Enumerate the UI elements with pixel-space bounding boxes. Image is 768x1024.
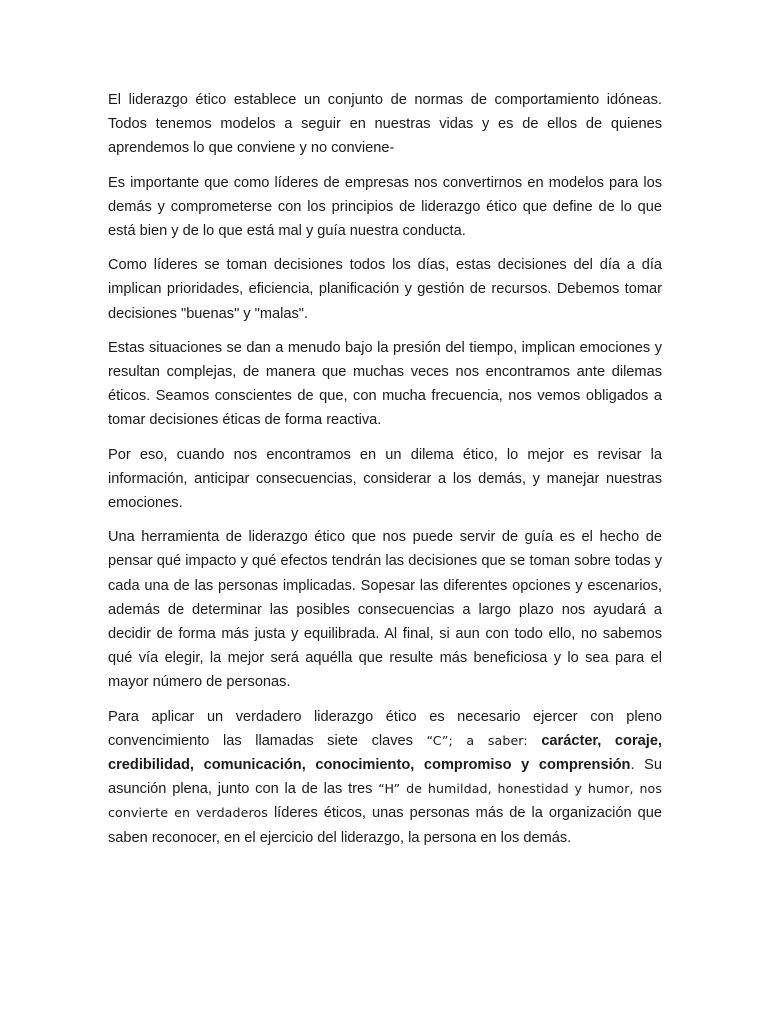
paragraph-4: Estas situaciones se dan a menudo bajo la presión del tiempo, implican emociones y resultan complejas, de manera que muchas veces nos encontramos ante dilemas éticos. Seamos conscientes de que, con mucha frecuencia, nos vemos obligados a tomar decisiones éticas de forma reactiva. <box>108 339 662 429</box>
paragraph-7-h-keys: “H” de humildad, honestidad y humor, nos convierte en verdaderos <box>108 781 662 821</box>
paragraph-7-ending: líderes éticos, unas personas más de la organización que saben reconocer, en el ejercicio del liderazgo, la persona en los demás. <box>108 805 662 846</box>
paragraph-7-c-keys: “C”; a saber: <box>426 732 542 748</box>
paragraph-7-intro: Para aplicar un verdadero liderazgo ético es necesario ejercer con pleno convencimiento las llamadas siete claves <box>108 708 662 749</box>
paragraph-7-bold-list: carácter, coraje, credibilidad, comunicación, conocimiento, compromiso y comprensión <box>108 732 662 774</box>
paragraph-5: Por eso, cuando nos encontramos en un dilema ético, lo mejor es revisar la información, anticipar consecuencias, considerar a los demás, y manejar nuestras emociones. <box>108 446 662 512</box>
paragraph-1: El liderazgo ético establece un conjunto de normas de comportamiento idóneas. Todos tenemos modelos a seguir en nuestras vidas y es de ellos de quienes aprendemos lo que conviene y no conviene- <box>108 92 662 157</box>
paragraph-7 <box>108 705 662 850</box>
document-body <box>108 88 662 860</box>
paragraph-7-middle: . Su asunción plena, junto con la de las tres <box>108 757 662 798</box>
paragraph-2: Es importante que como líderes de empresas nos convertirnos en modelos para los demás y comprometerse con los principios de liderazgo ético que define de lo que está bien y de lo que está mal y guía nuestra conducta. <box>108 174 662 240</box>
paragraph-6: Una herramienta de liderazgo ético que nos puede servir de guía es el hecho de pensar qué impacto y qué efectos tendrán las decisiones que se toman sobre todas y cada una de las personas implicadas. Sopesar las diferentes opciones y escenarios, además de determinar las posibles consecuencias a largo plazo nos ayudará a decidir de forma más justa y equilibrada. Al final, si aun con todo ello, no sabemos qué vía elegir, la mejor será aquélla que resulte más beneficiosa y lo sea para el mayor número de personas. <box>108 529 662 691</box>
paragraph-3: Como líderes se toman decisiones todos los días, estas decisiones del día a día implican prioridades, eficiencia, planificación y gestión de recursos. Debemos tomar decisiones "buenas" y "malas". <box>108 257 662 322</box>
